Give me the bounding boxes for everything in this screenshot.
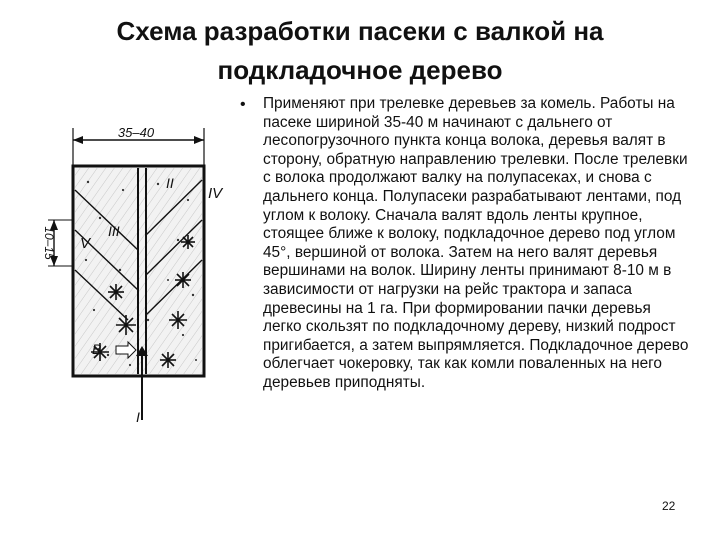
title-line-1: Схема разработки пасеки с валкой на [116,16,604,46]
label-roman-iii: III [108,223,120,239]
apiary-scheme-diagram [28,120,258,440]
slide-title [40,12,680,90]
bullet-marker: • [240,96,246,113]
label-roman-v: V [80,235,91,252]
label-letter-b: B [92,341,102,357]
label-roman-ii: II [166,175,174,191]
width-dimension-label: 35–40 [117,125,155,140]
label-roman-i: I [136,409,140,425]
strip-width-label: 10–15 [42,226,56,260]
body-paragraph: Применяют при трелевке деревьев за комель. Работы на пасеке шириной 35-40 м начинают с дальнего от лесопогрузочного пункта конца волока, деревья валят в сторону, обратную направлению трелевки. После трелевки с волока продолжают валку на полупасеках, и снова с дальнего конца. Полупасеки разрабатывают лентами, под углом к волоку. Сначала валят вдоль ленты крупное, стоящее ближе к волоку, подкладочное дерево под углом 45°, вершиной от волока. Затем на него валят деревья вершинами на волок. Ширину ленты принимают 8-10 м в зависимости от нагрузки на рейс трактора и запаса древесины на 1 га. При формировании пачки деревья легко скользят по подкладочному дереву, низкий подрост пригибается, а затем выпрямляется. Подкладочное дерево облегчает чокеровку, так как комли поваленных на него деревьев приподняты. [263,95,689,391]
label-roman-iv: IV [208,185,223,202]
page-number: 22 [662,499,676,513]
title-line-2: подкладочное дерево [217,55,503,85]
